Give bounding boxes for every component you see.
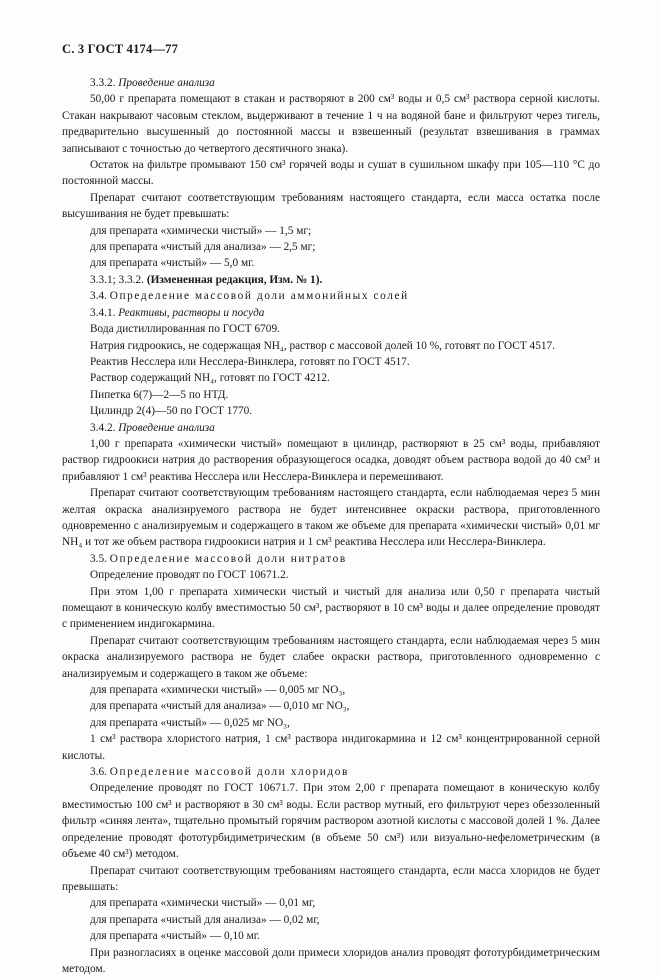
- list-item: для препарата «чистый для анализа» — 0,02 мг,: [90, 913, 320, 926]
- section-3-4-heading: 3.4. Определение массовой доли аммонийных солей: [90, 290, 409, 303]
- paragraph: Препарат считают соответствующим требованиям настоящего стандарта, если масса остатка после высушивания не будет превышать:: [62, 191, 600, 221]
- list-item: для препарата «чистый для анализа» — 0,010 мг NO₃,: [90, 700, 350, 713]
- paragraph: 1,00 г препарата «химически чистый» помещают в цилиндр, растворяют в 25 см³ воды, прибавляют раствор гидроокиси натрия до растворения образующегося осадка, доводят объем раствора водой до 40 см³ и прибавляют 1 см³ реактива Несслера или Несслера-Винклера и перемешивают.: [62, 437, 600, 483]
- section-title: Определение массовой доли хлоридов: [109, 766, 349, 779]
- list-item: Цилиндр 2(4)—50 по ГОСТ 1770.: [90, 405, 253, 418]
- section-title: Определение массовой доли аммонийных солей: [109, 290, 409, 303]
- paragraph: 1 см³ раствора хлористого натрия, 1 см³ раствора индигокармина и 12 см³ концентрированной серной кислоты.: [62, 733, 600, 762]
- list-item: Раствор содержащий NH₄, готовят по ГОСТ 4212.: [90, 372, 330, 385]
- paragraph: Препарат считают соответствующим требованиям настоящего стандарта, если наблюдаемая через 5 мин окраска анализируемого раствора не будет слабее окраски раствора, приготовленного одновременно с анализируемым и содержащего в таком же объеме:: [62, 634, 600, 680]
- list-item: для препарата «химически чистый» — 0,005 мг NO₃,: [90, 684, 346, 697]
- section-3-5-heading: 3.5. Определение массовой доли нитратов: [90, 552, 347, 565]
- list-item: для препарата «чистый для анализа» — 2,5 мг;: [90, 241, 316, 254]
- paragraph: Определение проводят по ГОСТ 10671.2.: [90, 569, 289, 582]
- paragraph: Препарат считают соответствующим требованиям настоящего стандарта, если наблюдаемая через 5 мин желтая окраска анализируемого раствора не будет интенсивнее окраски раствора, приготовленного одновременно с анализируемым и содержащего в таком же объеме для препарата «химически чистый» 0,01 мг NH₄ и тот же объем раствора гидроокиси натрия и 1 см³ реактива Несслера или Несслера-Винклера.: [62, 487, 600, 549]
- section-3-4-1-heading: 3.4.1. Реактивы, растворы и посуда: [90, 306, 265, 319]
- paragraph: Остаток на фильтре промывают 150 см³ горячей воды и сушат в сушильном шкафу при 105—110 °С до постоянной массы.: [62, 159, 600, 188]
- section-title: Проведение анализа: [118, 421, 215, 434]
- list-item: для препарата «химически чистый» — 1,5 мг;: [90, 224, 312, 237]
- list-item: для препарата «химически чистый» — 0,01 мг,: [90, 897, 316, 910]
- section-title: Определение массовой доли нитратов: [109, 552, 347, 565]
- amendment-note: 3.3.1; 3.3.2. (Измененная редакция, Изм. № 1).: [90, 273, 323, 286]
- section-title: Реактивы, растворы и посуда: [118, 306, 265, 319]
- document-body: [62, 75, 600, 977]
- paragraph: Определение проводят по ГОСТ 10671.7. При этом 2,00 г препарата помещают в коническую колбу вместимостью 100 см³ и растворяют в 30 см³ воды. Если раствор мутный, его фильтруют через обеззоленный фильтр «синяя лента», тщательно промытый горячим раствором азотной кислоты с массовой долей 1 %. Далее определение проводят фототурбидиметрическим (в объеме 50 см³) или визуально-нефелометрическим (в объеме 40 см³) методом.: [62, 782, 600, 861]
- list-item: для препарата «чистый» — 0,025 мг NO₃,: [90, 716, 290, 729]
- list-item: Реактив Несслера или Несслера-Винклера, готовят по ГОСТ 4517.: [90, 355, 410, 368]
- list-item: для препарата «чистый» — 0,10 мг.: [90, 930, 260, 943]
- section-3-6-heading: 3.6. Определение массовой доли хлоридов: [90, 766, 349, 779]
- paragraph: При этом 1,00 г препарата химически чистый и чистый для анализа или 0,50 г препарата чистый помещают в коническую колбу вместимостью 50 см³, растворяют в 10 см³ воды и далее определение проводят с применением индигокармина.: [62, 585, 600, 631]
- page-header: С. 3 ГОСТ 4174—77: [62, 42, 179, 56]
- list-item: для препарата «чистый» — 5,0 мг.: [90, 257, 255, 270]
- list-item: Вода дистиллированная по ГОСТ 6709.: [90, 323, 280, 336]
- section-3-3-2-heading: 3.3.2. Проведение анализа: [90, 77, 215, 89]
- list-item: Пипетка 6(7)—2—5 по НТД.: [90, 388, 229, 401]
- paragraph: При разногласиях в оценке массовой доли примеси хлоридов анализ проводят фототурбидиметрическим методом.: [62, 946, 600, 975]
- paragraph: Препарат считают соответствующим требованиям настоящего стандарта, если масса хлоридов не будет превышать:: [62, 864, 600, 893]
- section-title: Проведение анализа: [118, 77, 215, 89]
- section-3-4-2-heading: 3.4.2. Проведение анализа: [90, 421, 215, 434]
- paragraph: 50,00 г препарата помещают в стакан и растворяют в 200 см³ воды и 0,5 см³ раствора серной кислоты. Стакан накрывают часовым стеклом, выдерживают в течение 1 ч на водяной бане и фильтруют через тигель, предварительно высушенный до постоянной массы и взвешенный (результат взвешивания в граммах записывают с точностью до четвертого десятичного знака).: [62, 93, 600, 155]
- list-item: Натрия гидроокись, не содержащая NH₄, раствор с массовой долей 10 %, готовят по ГОСТ 4517.: [90, 339, 555, 352]
